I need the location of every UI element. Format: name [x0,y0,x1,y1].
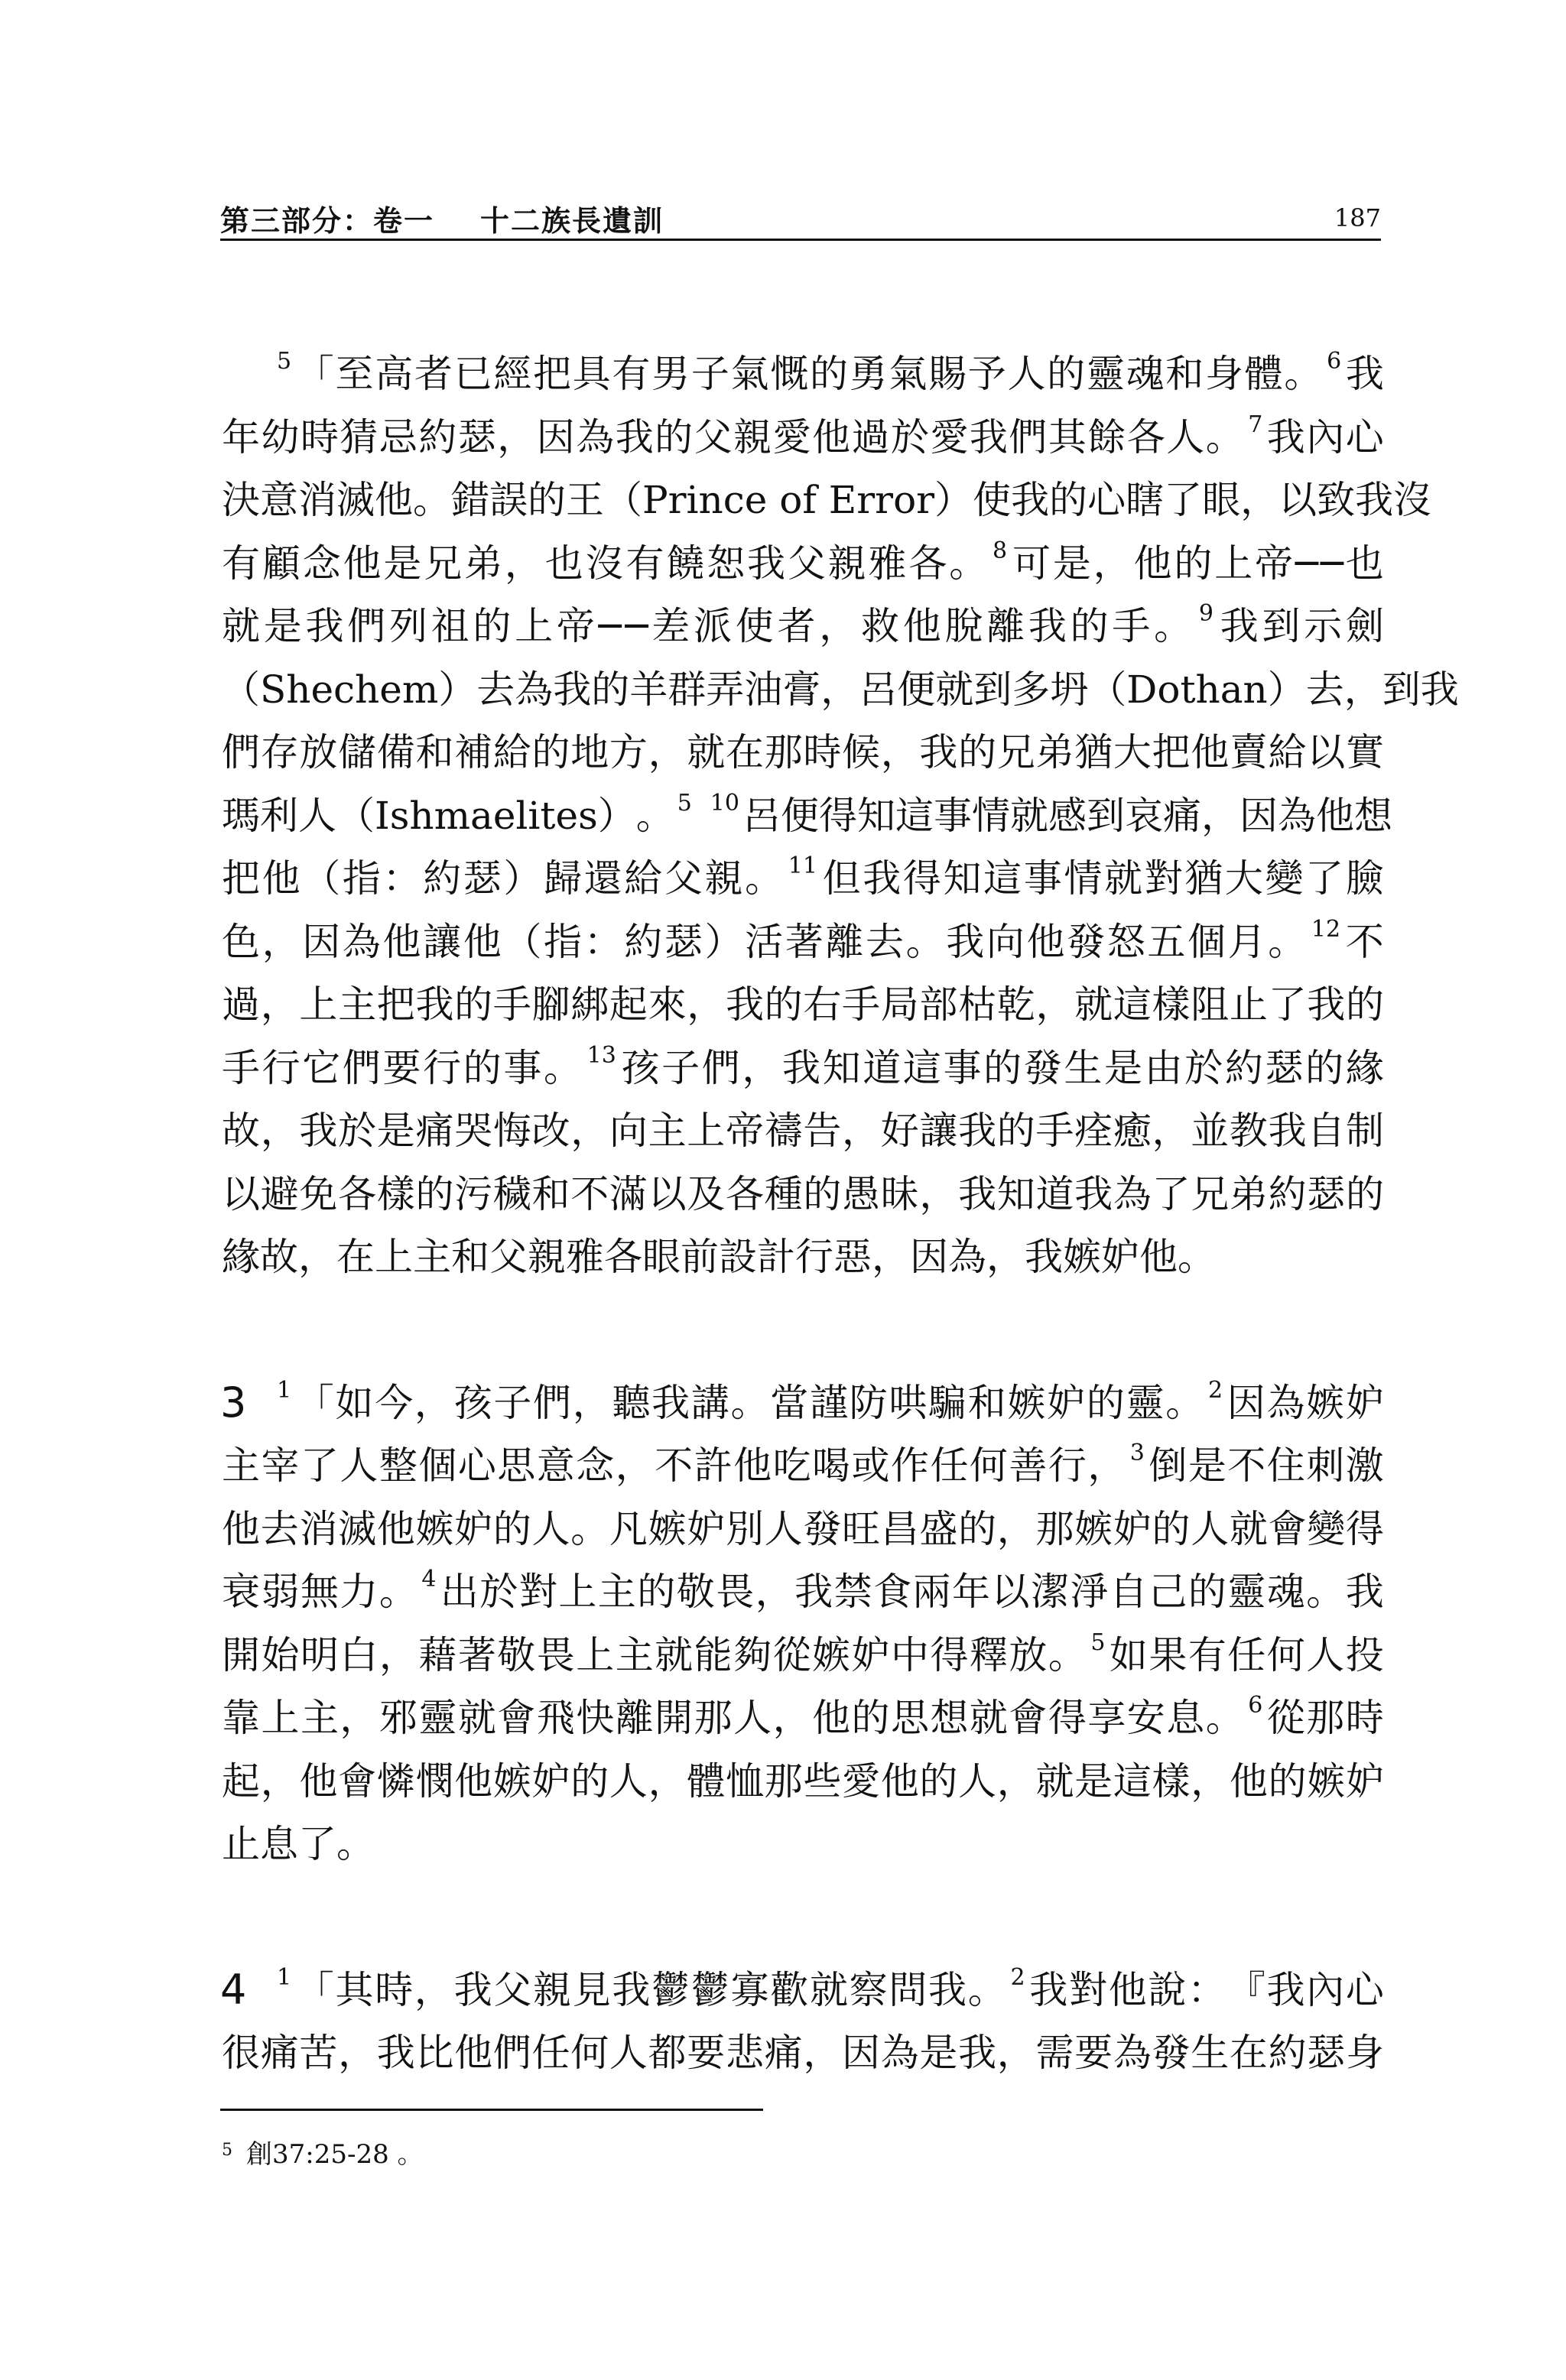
text-line: 們 存 放 儲 備 和 補 給 的 地 方 ， 就 在 那 時 候 ， 我 的 兄 弟 猶 大 把 他 賣 給 以 實 [222,730,1384,774]
chapter-continued [222,343,1459,1289]
text-line: 開 始 明 白 ， 藉 著 敬 畏 上 主 就 能 夠 從 嫉 妒 中 得 釋 放 。 $^5$ 如 果 有 任 何 人 投 [222,1628,1384,1677]
text-line: 就 是 我 們 列 祖 的 上 帝 ─ ─ 差 派 使 者 ， 救 他 脫 離 我 的 手 。 $^9$ 我 到 示 劍 [222,600,1384,648]
text-line: 手 行 它 們 要 行 的 事 。 $^{13}$ 孩 子 們 ， 我 知 道 這 事 的 發 生 是 由 於 約 瑟 的 緣 [222,1041,1384,1090]
chapter-4 [222,1959,1384,2085]
chapter-number: 3 [220,1378,247,1427]
text-line: 年 幼 時 猜 忌 約 瑟 ， 因 為 我 的 父 親 愛 他 過 於 愛 我 們 其 餘 各 人 。 $^7$ 我 內 心 [222,411,1384,459]
text-line: 很 痛 苦 ， 我 比 他 們 任 何 人 都 要 悲 痛 ， 因 為 是 我 ， 需 要 為 發 生 在 約 瑟 身 [222,2031,1384,2075]
text-line: 瑪 利 人 （ Ishmaelites ） 。 $^5$ $^{10}$ 呂 便 得 知 這 事 情 就 感 到 哀 痛 ， 因 為 他 想 [222,789,1392,838]
chapter-number: 4 [220,1965,247,2014]
text-line: $^1$ 「 如 今 ， 孩 子 們 ， 聽 我 講 。 當 謹 防 哄 騙 和 嫉 妒 的 靈 。 $^2$ 因 為 嫉 妒 [277,1376,1384,1425]
chapter-3 [222,1372,1384,1876]
header-section: 第三部分：卷一 [220,204,435,238]
header-rule [220,239,1381,241]
text-line: 把 他 （ 指 ： 約 瑟 ） 歸 還 給 父 親 。 $^{11}$ 但 我 得 知 這 事 情 就 對 猶 大 變 了 臉 [222,852,1384,901]
text-line: 止 息 了 。 [222,1822,375,1866]
text-line: 靠 上 主 ， 邪 靈 就 會 飛 快 離 開 那 人 ， 他 的 思 想 就 會 得 享 安 息 。 $^6$ 從 那 時 [222,1692,1384,1740]
text-line: （ Shechem ） 去 為 我 的 羊 群 弄 油 膏 ， 呂 便 就 到 多 坍 （ Dothan ） 去 ， 到 我 [222,667,1459,712]
text-line: $^1$ 「 其 時 ， 我 父 親 見 我 鬱 鬱 寡 歡 就 察 問 我 。 $^2$ 我 對 他 說 ： 『 我 內 心 [277,1963,1384,2012]
body-text [220,343,1459,2085]
running-header [220,191,1381,237]
footnote-text: 創37:25-28 。 [246,2139,424,2170]
footnote-rule [220,2109,763,2111]
text-line: 以 避 免 各 樣 的 污 穢 和 不 滿 以 及 各 種 的 愚 昧 ， 我 知 道 我 為 了 兄 弟 約 瑟 的 [222,1171,1384,1216]
page-number: 187 [1334,203,1381,232]
text-line: 決 意 消 滅 他 。 錯 誤 的 王 （ Prince of Error ） 使 我 的 心 瞎 了 眼 ， 以 致 我 沒 [222,478,1432,522]
footnote [222,2133,424,2171]
header-book: 十二族長遺訓 [480,204,664,238]
text-line: 有 顧 念 他 是 兄 弟 ， 也 沒 有 饒 恕 我 父 親 雅 各 。 $^8$ 可 是 ， 他 的 上 帝 ─ ─ 也 [222,537,1384,586]
text-line: 他 去 消 滅 他 嫉 妒 的 人 。 凡 嫉 妒 別 人 發 旺 昌 盛 的 ， 那 嫉 妒 的 人 就 會 變 得 [222,1506,1384,1551]
text-line: 色 ， 因 為 他 讓 他 （ 指 ： 約 瑟 ） 活 著 離 去 。 我 向 他 發 怒 五 個 月 。 $^{12}$ 不 [222,915,1384,964]
header-title [220,197,664,239]
text-line: 故 ， 我 於 是 痛 哭 悔 改 ， 向 主 上 帝 禱 告 ， 好 讓 我 的 手 痊 癒 ， 並 教 我 自 制 [222,1109,1384,1153]
text-line: 緣 故 ， 在 上 主 和 父 親 雅 各 眼 前 設 計 行 惡 ， 因 為 ， 我 嫉 妒 他 。 [222,1235,1216,1279]
text-line: 起 ， 他 會 憐 憫 他 嫉 妒 的 人 ， 體 恤 那 些 愛 他 的 人 ， 就 是 這 樣 ， 他 的 嫉 妒 [222,1758,1384,1804]
text-line: 衰 弱 無 力 。 $^4$ 出 於 對 上 主 的 敬 畏 ， 我 禁 食 兩 年 以 潔 淨 自 己 的 靈 魂 。 我 [222,1566,1384,1614]
text-line: 過 ， 上 主 把 我 的 手 腳 綁 起 來 ， 我 的 右 手 局 部 枯 乾 ， 就 這 樣 阻 止 了 我 的 [222,982,1384,1027]
footnote-mark: 5 [222,2141,232,2160]
text-line: $^5$ 「 至 高 者 已 經 把 具 有 男 子 氣 慨 的 勇 氣 賜 予 人 的 靈 魂 和 身 體 。 $^6$ 我 [277,348,1384,396]
text-line: 主 宰 了 人 整 個 心 思 意 念 ， 不 許 他 吃 喝 或 作 任 何 善 行 ， $^3$ 倒 是 不 住 刺 激 [222,1440,1384,1488]
